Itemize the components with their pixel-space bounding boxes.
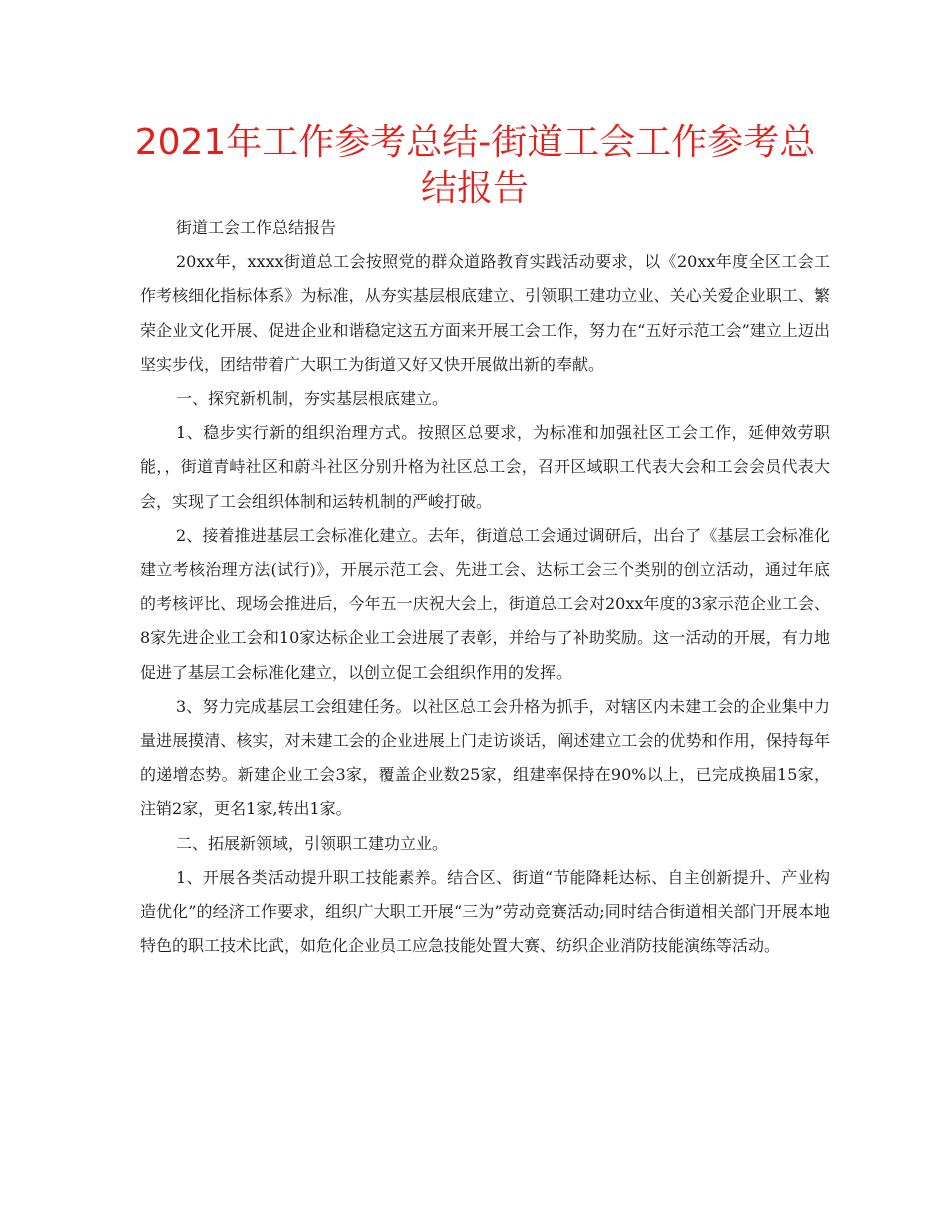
paragraph-item-1-2: 2、接着推进基层工会标准化建立。去年，街道总工会通过调研后，出台了《基层工会标准化建立考核治理方法(试行)》，开展示范工会、先进工会、达标工会三个类别的创立活动，通过年底的考核评比、现场会推进后，今年五一庆祝大会上，街道总工会对20xx年度的3家示范企业工会、8家先进企业工会和10家达标企业工会进展了表彰，并给与了补助奖励。这一活动的开展，有力地促进了基层工会标准化建立，以创立促工会组织作用的发挥。 xyxy=(140,525,830,682)
section-heading-1: 一、探究新机制，夯实基层根底建立。 xyxy=(176,389,449,409)
document-body xyxy=(140,211,830,963)
document-title: 2021年工作参考总结-街道工会工作参考总结报告 xyxy=(134,122,816,209)
paragraph-subtitle: 街道工会工作总结报告 xyxy=(176,218,337,237)
paragraph-item-1-3: 3、努力完成基层工会组建任务。以社区总工会升格为抓手，对辖区内未建工会的企业集中力量进展摸清、核实，对未建工会的企业进展上门走访谈话，阐述建立工会的优势和作用，保持每年的递增态势。新建企业工会3家，覆盖企业数25家，组建率保持在90%以上，已完成换届15家，注销2家，更名1家,转出1家。 xyxy=(140,696,830,819)
paragraph-item-1-1: 1、稳步实行新的组织治理方式。按照区总要求，为标准和加强社区工会工作，延伸效劳职能，，街道青峙社区和蔚斗社区分别升格为社区总工会，召开区域职工代表大会和工会会员代表大会，实现了工会组织体制和运转机制的严峻打破。 xyxy=(140,423,830,511)
paragraph-item-2-1: 1、开展各类活动提升职工技能素养。结合区、街道“节能降耗达标、自主创新提升、产业构造优化”的经济工作要求，组织广大职工开展“三为”劳动竞赛活动;同时结合街道相关部门开展本地特色的职工技术比武，如危化企业员工应急技能处置大赛、纺织企业消防技能演练等活动。 xyxy=(140,867,830,956)
section-heading-2: 二、拓展新领域，引领职工建功立业。 xyxy=(176,833,449,853)
paragraph-intro: 20xx年，xxxx街道总工会按照党的群众道路教育实践活动要求，以《20xx年度全区工会工作考核细化指标体系》为标准，从夯实基层根底建立、引领职工建功立业、关心关爱企业职工、繁荣企业文化开展、促进企业和谐稳定这五方面来开展工会工作，努力在“五好示范工会”建立上迈出坚实步伐，团结带着广大职工为街道又好又快开展做出新的奉献。 xyxy=(140,252,830,374)
